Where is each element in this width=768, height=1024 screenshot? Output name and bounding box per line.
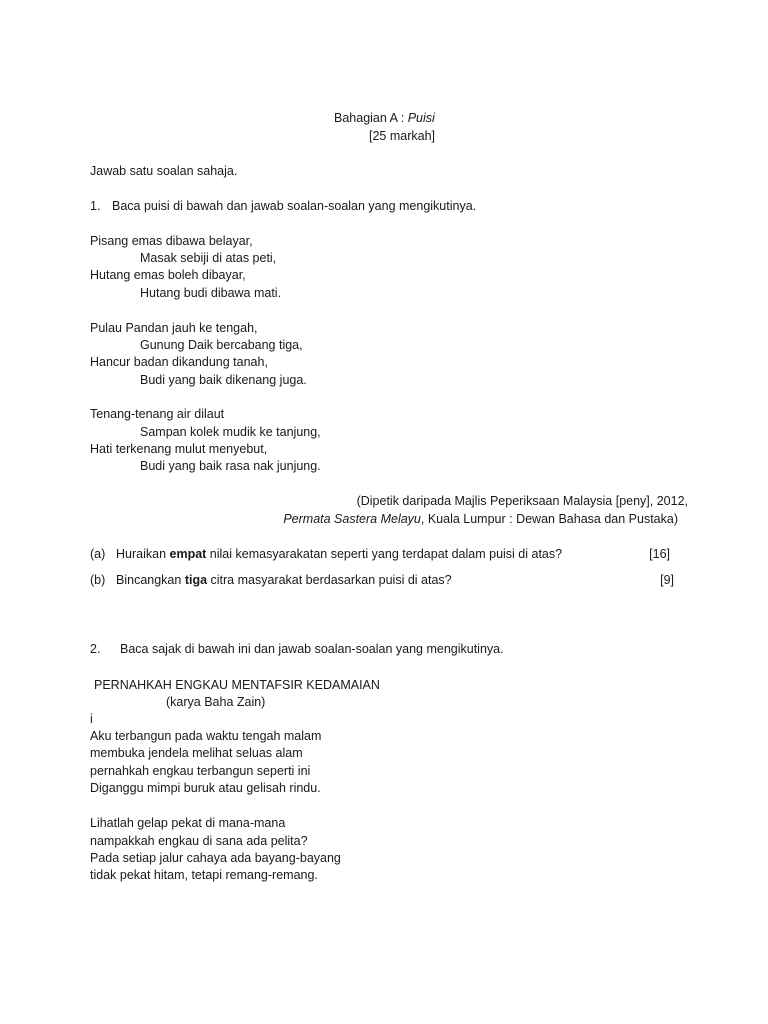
question-1-number: 1. [90,199,101,213]
poem-line: Tenang-tenang air dilaut [90,407,225,421]
section-label: Bahagian A : [334,111,408,125]
part-b-text-rest: citra masyarakat berdasarkan puisi di atas? [207,573,452,587]
part-a-question [116,546,562,563]
part-a-text-rest: nilai kemasyarakatan seperti yang terdapat dalam puisi di atas? [206,547,563,561]
poem-line: Gunung Daik bercabang tiga, [140,338,303,352]
part-b-question [116,572,452,589]
poem-line: Aku terbangun pada waktu tengah malam [90,729,322,743]
poem-title: PERNAHKAH ENGKAU MENTAFSIR KEDAMAIAN [94,678,380,692]
poem-line: Diganggu mimpi buruk atau gelisah rindu. [90,781,321,795]
poem-section-numeral: i [90,712,93,726]
poem-line: nampakkah engkau di sana ada pelita? [90,834,308,848]
section-topic: Puisi [407,111,435,125]
poem-line: pernahkah engkau terbangun seperti ini [90,764,311,778]
part-b-label: (b) [90,573,106,587]
poem-line: Hutang emas boleh dibayar, [90,268,246,282]
section-marks: [25 markah] [369,129,436,143]
part-a-marks: [16] [649,547,670,561]
section-heading [334,110,435,127]
question-2-number: 2. [90,642,101,656]
part-a-text: Huraikan [116,547,170,561]
poem-line: membuka jendela melihat seluas alam [90,746,303,760]
poem-line: Pisang emas dibawa belayar, [90,234,253,248]
part-b-text: Bincangkan [116,573,185,587]
poem-line: Pada setiap jalur cahaya ada bayang-bayang [90,851,341,865]
poem-line: Hancur badan dikandung tanah, [90,355,268,369]
poem-line: Sampan kolek mudik ke tanjung, [140,425,321,439]
source-citation-line1: (Dipetik daripada Majlis Peperiksaan Malaysia [peny], 2012, [356,494,688,508]
poem-author: (karya Baha Zain) [166,695,266,709]
source-publisher: , Kuala Lumpur : Dewan Bahasa dan Pustaka) [420,512,678,526]
poem-line: Pulau Pandan jauh ke tengah, [90,321,258,335]
poem-line: Masak sebiji di atas peti, [140,251,277,265]
part-a-label: (a) [90,547,106,561]
part-a-keyword: empat [169,547,207,561]
part-b-marks: [9] [660,573,674,587]
poem-line: Budi yang baik dikenang juga. [140,373,307,387]
instruction: Jawab satu soalan sahaja. [90,164,238,178]
part-b-keyword: tiga [184,573,208,587]
source-citation-line2 [283,511,678,528]
poem-line: Lihatlah gelap pekat di mana-mana [90,816,286,830]
source-book-title: Permata Sastera Melayu [283,512,421,526]
question-2-prompt: Baca sajak di bawah ini dan jawab soalan-soalan yang mengikutinya. [120,642,504,656]
question-1-prompt: Baca puisi di bawah dan jawab soalan-soalan yang mengikutinya. [112,199,477,213]
poem-line: Budi yang baik rasa nak junjung. [140,459,321,473]
poem-line: Hutang budi dibawa mati. [140,286,282,300]
poem-line: tidak pekat hitam, tetapi remang-remang. [90,868,318,882]
poem-line: Hati terkenang mulut menyebut, [90,442,268,456]
